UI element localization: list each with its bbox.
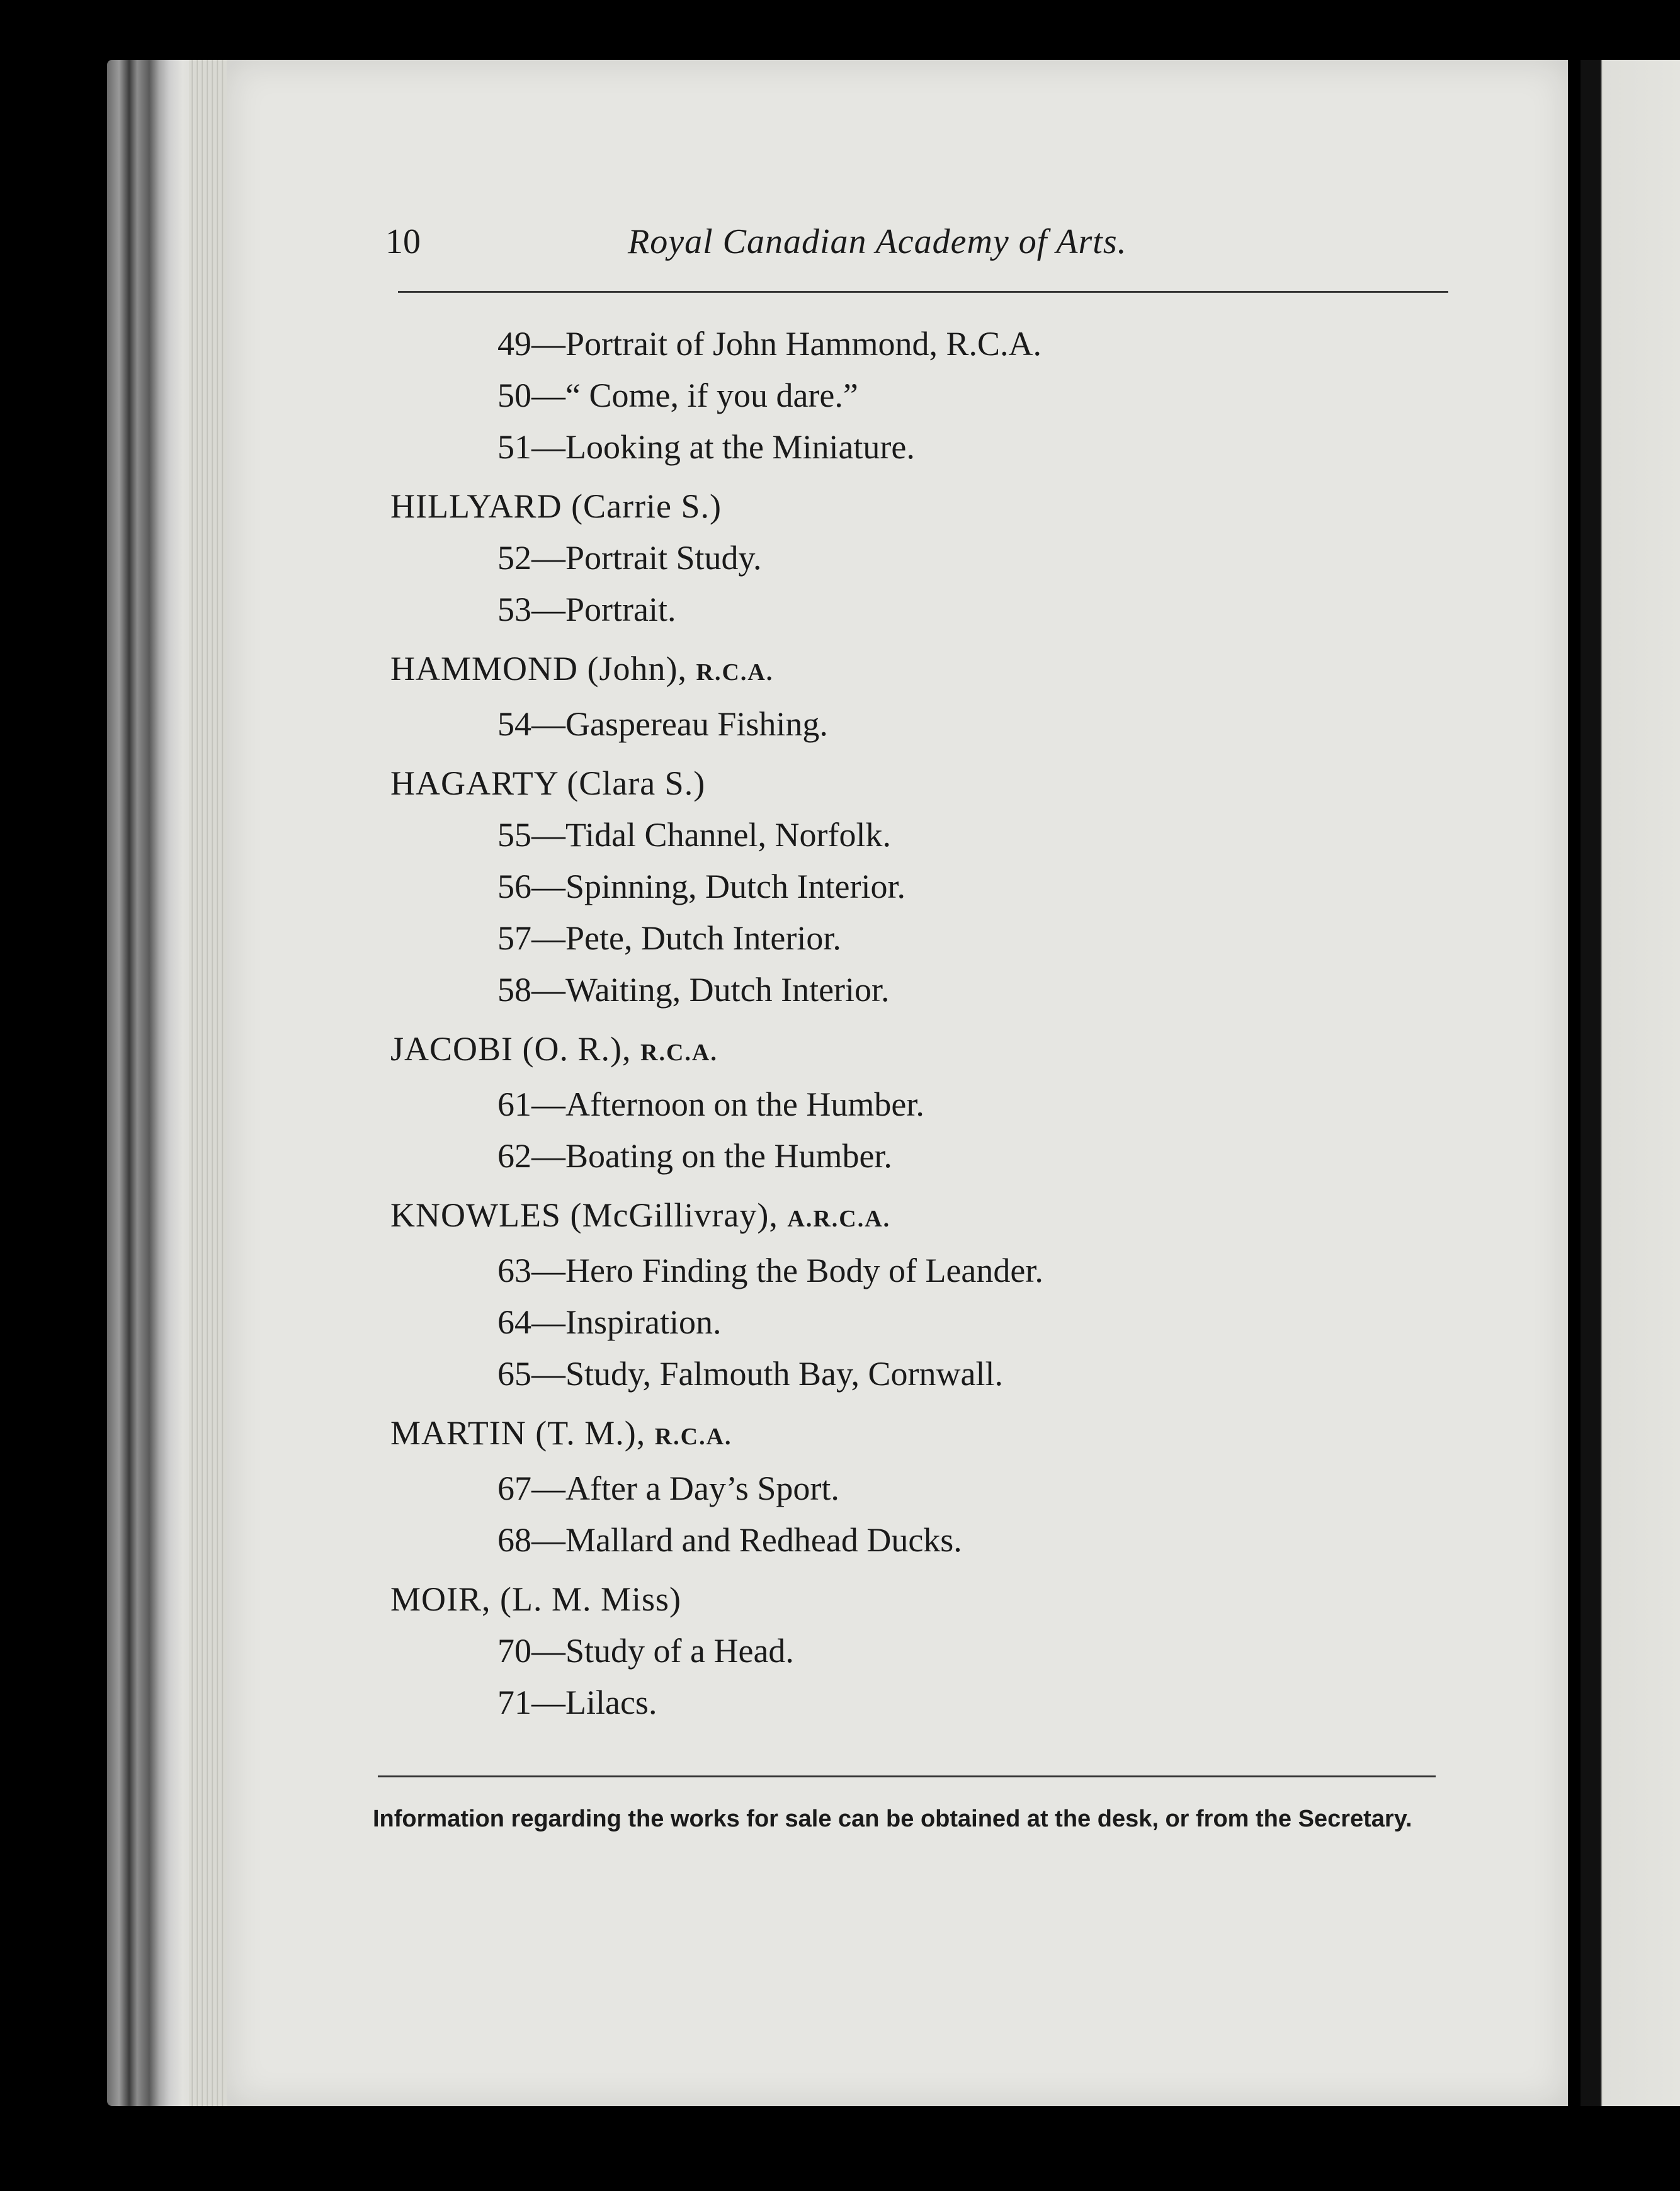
artist-heading <box>378 1189 1448 1245</box>
artist-name: HAGARTY (Clara S.) <box>390 764 706 802</box>
artwork-entry: 65—Study, Falmouth Bay, Cornwall. <box>497 1355 1003 1393</box>
artist-heading <box>378 643 1448 698</box>
page-header <box>385 222 1450 272</box>
artwork-entry: 63—Hero Finding the Body of Leander. <box>497 1252 1043 1289</box>
page-number: 10 <box>385 222 421 261</box>
artist-heading <box>378 1023 1448 1079</box>
artwork-entry: 64—Inspiration. <box>497 1303 722 1341</box>
academy-honor: R.C.A. <box>640 1039 718 1066</box>
artwork-entry: 54—Gaspereau Fishing. <box>497 705 828 743</box>
academy-honor: A.R.C.A. <box>787 1206 891 1232</box>
artwork-entry: 49—Portrait of John Hammond, R.C.A. <box>497 325 1041 363</box>
footer-rule <box>378 1775 1436 1777</box>
artist-name: MOIR, (L. M. Miss) <box>390 1580 682 1618</box>
artist-name: JACOBI (O. R.), <box>390 1030 632 1068</box>
artist-name: MARTIN (T. M.), <box>390 1414 646 1452</box>
artwork-entry: 70—Study of a Head. <box>497 1632 794 1670</box>
artist-name: HAMMOND (John), <box>390 650 687 688</box>
artwork-entry: 56—Spinning, Dutch Interior. <box>497 868 905 905</box>
artwork-entry: 71—Lilacs. <box>497 1684 657 1721</box>
artwork-entry: 51—Looking at the Miniature. <box>497 428 915 466</box>
catalogue-entries <box>378 318 1448 1728</box>
artwork-entry: 55—Tidal Channel, Norfolk. <box>497 816 891 854</box>
header-rule <box>398 291 1448 293</box>
running-title: Royal Canadian Academy of Arts. <box>628 222 1127 261</box>
artist-heading <box>378 1407 1448 1463</box>
artwork-entry: 67—After a Day’s Sport. <box>497 1469 839 1507</box>
artwork-entry: 68—Mallard and Redhead Ducks. <box>497 1521 962 1559</box>
academy-honor: R.C.A. <box>654 1424 732 1450</box>
artwork-entry: 52—Portrait Study. <box>497 539 762 577</box>
artist-heading <box>378 757 1448 809</box>
artwork-entry: 58—Waiting, Dutch Interior. <box>497 971 890 1009</box>
artist-heading <box>378 1573 1448 1625</box>
academy-honor: R.C.A. <box>696 659 774 686</box>
artwork-entry: 50—“ Come, if you dare.” <box>497 376 858 414</box>
artist-heading <box>378 480 1448 532</box>
sale-information-note: Information regarding the works for sale can be obtained at the desk, or from the Secretary. <box>373 1806 1412 1832</box>
artwork-entry: 53—Portrait. <box>497 591 676 628</box>
artist-name: KNOWLES (McGillivray), <box>390 1196 778 1234</box>
artwork-entry: 61—Afternoon on the Humber. <box>497 1085 924 1123</box>
facing-page-edge <box>1581 60 1680 2106</box>
artwork-entry: 62—Boating on the Humber. <box>497 1137 892 1175</box>
artist-name: HILLYARD (Carrie S.) <box>390 487 722 525</box>
artwork-entry: 57—Pete, Dutch Interior. <box>497 919 841 957</box>
